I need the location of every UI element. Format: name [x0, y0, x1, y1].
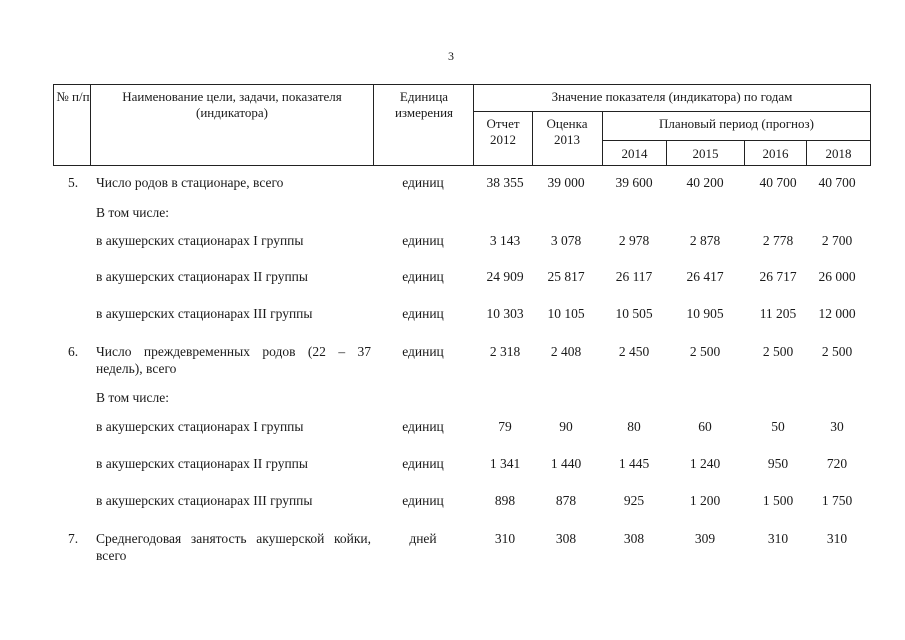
- row-name: в акушерских стационарах II группы: [96, 269, 308, 284]
- row-value: 11 205: [759, 306, 797, 321]
- table-header: [53, 84, 871, 166]
- row-value: 2 700: [821, 233, 853, 248]
- row-value: 38 355: [486, 175, 524, 190]
- row-value: 24 909: [486, 269, 524, 284]
- row-unit: дней: [409, 531, 437, 546]
- row-value: 12 000: [818, 306, 856, 321]
- row-value: 2 500: [689, 344, 721, 359]
- row-name: в акушерских стационарах I группы: [96, 233, 304, 248]
- row-value: 30: [830, 419, 844, 434]
- row-unit: единиц: [402, 175, 444, 190]
- row-name: Число преждевременных родов (22 – 37 недель), всего: [96, 344, 371, 376]
- header-divider: [532, 111, 533, 165]
- row-name: в акушерских стационарах III группы: [96, 493, 313, 508]
- header-year: 2014: [621, 146, 648, 161]
- row-value: 60: [698, 419, 712, 434]
- header-col-name: Наименование цели, задачи, показателя (индикатора): [122, 89, 342, 120]
- row-value: 90: [559, 419, 573, 434]
- row-unit: единиц: [402, 419, 444, 434]
- row-name: в акушерских стационарах II группы: [96, 456, 308, 471]
- header-divider: [90, 85, 91, 165]
- row-number: 5.: [68, 175, 79, 190]
- row-value: 2 408: [550, 344, 582, 359]
- row-value: 950: [767, 456, 789, 471]
- row-name: Среднегодовая занятость акушерской койки, всего: [96, 531, 371, 563]
- header-year: 2015: [692, 146, 719, 161]
- row-number: 7.: [68, 531, 79, 546]
- row-value: 26 717: [759, 269, 797, 284]
- row-value: 308: [555, 531, 577, 546]
- row-value: 10 303: [486, 306, 524, 321]
- row-value: 1 750: [821, 493, 853, 508]
- row-value: 2 500: [821, 344, 853, 359]
- header-col-plan: Плановый период (прогноз): [659, 116, 814, 131]
- row-unit: единиц: [402, 493, 444, 508]
- row-value: 1 440: [550, 456, 582, 471]
- row-value: 39 000: [547, 175, 585, 190]
- row-value: 1 341: [489, 456, 521, 471]
- row-value: 39 600: [615, 175, 653, 190]
- header-col-estimate: Оценка 2013: [546, 116, 588, 147]
- row-number: 6.: [68, 344, 79, 359]
- row-value: 40 700: [759, 175, 797, 190]
- row-unit: единиц: [402, 306, 444, 321]
- row-value: 80: [627, 419, 641, 434]
- header-divider: [473, 111, 870, 112]
- row-value: 1 240: [689, 456, 721, 471]
- header-col-unit: Единица измерения: [394, 89, 454, 120]
- row-value: 310: [826, 531, 848, 546]
- row-value: 720: [826, 456, 848, 471]
- row-value: 10 105: [547, 306, 585, 321]
- row-value: 2 500: [762, 344, 794, 359]
- row-unit: единиц: [402, 456, 444, 471]
- row-subheading: В том числе:: [96, 390, 169, 405]
- row-value: 310: [494, 531, 516, 546]
- row-value: 2 978: [618, 233, 650, 248]
- row-name: в акушерских стационарах III группы: [96, 306, 313, 321]
- row-value: 40 200: [686, 175, 724, 190]
- header-year: 2018: [825, 146, 852, 161]
- row-unit: единиц: [402, 233, 444, 248]
- row-value: 925: [623, 493, 645, 508]
- row-value: 309: [694, 531, 716, 546]
- row-value: 3 078: [550, 233, 582, 248]
- row-value: 26 000: [818, 269, 856, 284]
- row-value: 1 445: [618, 456, 650, 471]
- row-value: 2 778: [762, 233, 794, 248]
- row-value: 898: [494, 493, 516, 508]
- header-col-report: Отчет 2012: [486, 116, 520, 147]
- row-value: 2 450: [618, 344, 650, 359]
- row-value: 2 318: [489, 344, 521, 359]
- row-unit: единиц: [402, 269, 444, 284]
- row-unit: единиц: [402, 344, 444, 359]
- row-name: в акушерских стационарах I группы: [96, 419, 304, 434]
- row-value: 10 505: [615, 306, 653, 321]
- row-value: 25 817: [547, 269, 585, 284]
- row-value: 40 700: [818, 175, 856, 190]
- row-value: 310: [767, 531, 789, 546]
- header-year: 2016: [762, 146, 789, 161]
- row-value: 878: [555, 493, 577, 508]
- header-divider: [602, 140, 870, 141]
- row-value: 26 117: [615, 269, 653, 284]
- row-subheading: В том числе:: [96, 205, 169, 220]
- row-name: Число родов в стационаре, всего: [96, 175, 284, 190]
- header-col-number: № п/п: [56, 89, 90, 104]
- row-value: 10 905: [686, 306, 724, 321]
- header-col-values: Значение показателя (индикатора) по годам: [551, 89, 793, 104]
- row-value: 3 143: [489, 233, 521, 248]
- row-value: 1 200: [689, 493, 721, 508]
- header-divider: [373, 85, 374, 165]
- page-number: 3: [448, 49, 454, 63]
- row-value: 1 500: [762, 493, 794, 508]
- row-value: 26 417: [686, 269, 724, 284]
- row-value: 2 878: [689, 233, 721, 248]
- row-value: 50: [771, 419, 785, 434]
- row-value: 308: [623, 531, 645, 546]
- row-value: 79: [498, 419, 512, 434]
